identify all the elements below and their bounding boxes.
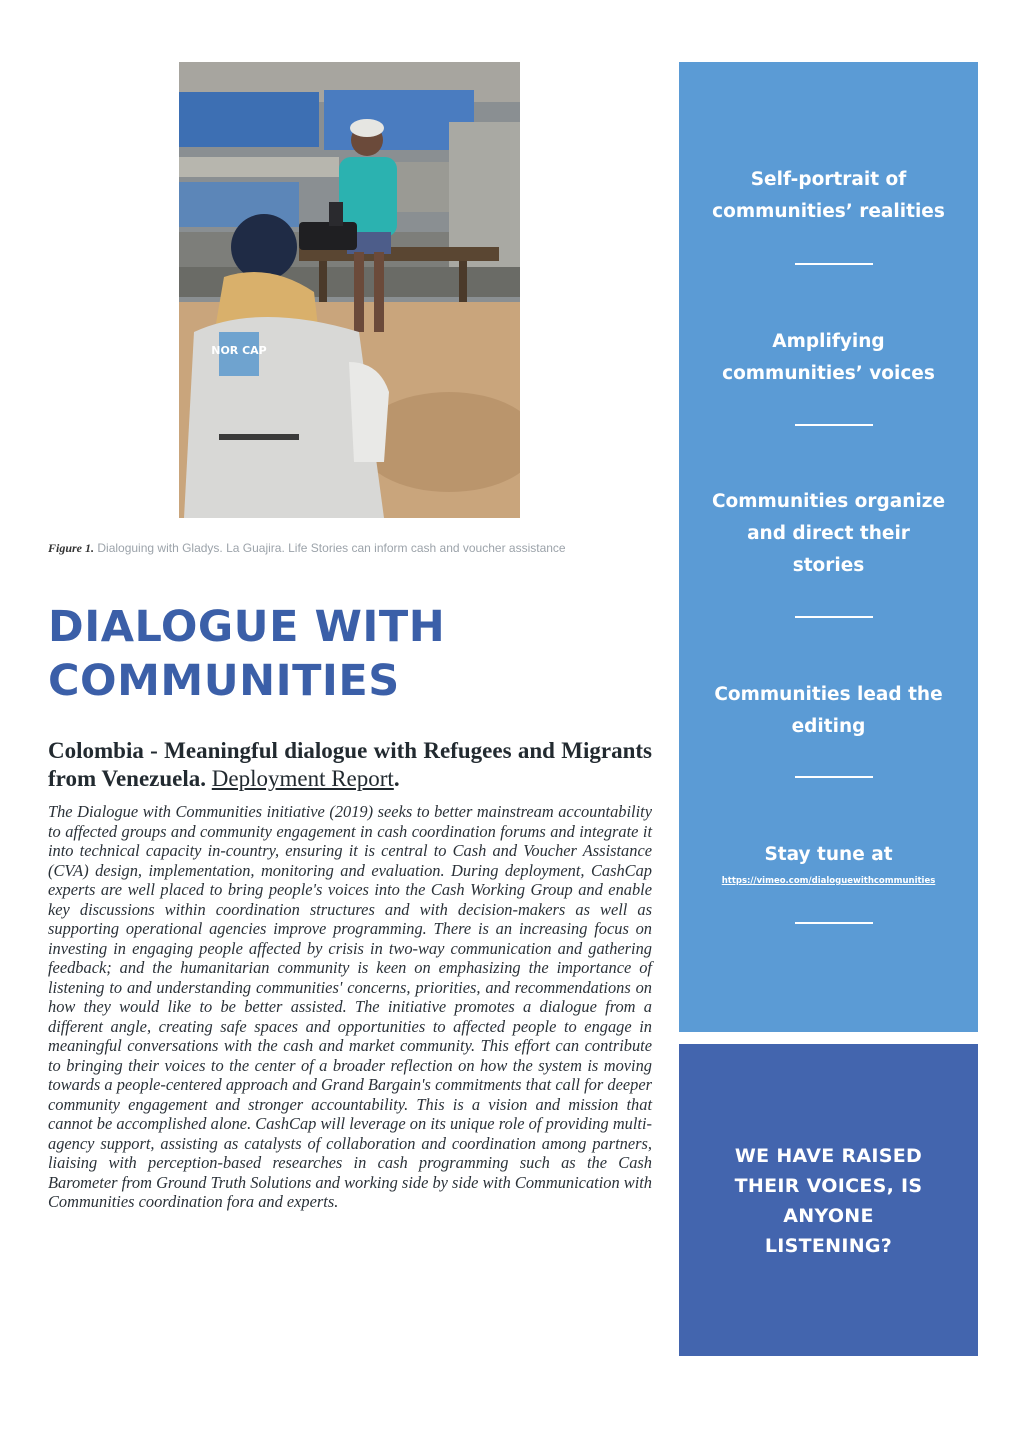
deployment-report-link[interactable]: Deployment Report bbox=[211, 766, 394, 791]
sidebar-item-1-line-1: Self-portrait of bbox=[750, 169, 907, 190]
sidebar-item-3-line-2: and direct their bbox=[747, 523, 910, 544]
vest-logo-text: NOR CAP bbox=[211, 344, 267, 357]
sidebar-item-organize bbox=[679, 486, 978, 582]
callout-text bbox=[679, 1141, 978, 1261]
title-line-1: DIALOGUE WITH bbox=[48, 602, 446, 652]
sidebar-item-self-portrait bbox=[679, 164, 978, 228]
figure-photo bbox=[179, 62, 520, 518]
sidebar-item-3-line-3: stories bbox=[792, 555, 865, 576]
sidebar-item-3-line-1: Communities organize bbox=[711, 491, 946, 512]
sidebar-item-2-line-1: Amplifying bbox=[772, 331, 885, 352]
sidebar-divider bbox=[795, 922, 873, 924]
sidebar-panel bbox=[679, 62, 978, 1032]
subtitle-end: . bbox=[393, 766, 400, 791]
sidebar-item-editing bbox=[679, 679, 978, 743]
subtitle bbox=[48, 737, 652, 793]
title-line-2: COMMUNITIES bbox=[48, 656, 400, 706]
subtitle-main: Colombia - Meaningful dialogue with Refugees and Migrants from Venezuela. bbox=[48, 738, 652, 791]
vimeo-link[interactable]: https://vimeo.com/dialoguewithcommunities bbox=[721, 876, 936, 886]
callout-line-4: LISTENING? bbox=[764, 1235, 893, 1257]
callout-box bbox=[679, 1044, 978, 1356]
sidebar-item-stay-tune: Stay tune at bbox=[764, 844, 893, 865]
page-title bbox=[48, 600, 648, 708]
photo-illustration bbox=[179, 62, 520, 518]
figure-caption bbox=[48, 541, 658, 556]
sidebar-item-amplifying bbox=[679, 326, 978, 390]
sidebar-item-4-line-1: Communities lead the bbox=[714, 684, 943, 705]
callout-line-2: THEIR VOICES, IS bbox=[734, 1175, 923, 1197]
figure-caption-text: Dialoguing with Gladys. La Guajira. Life Stories can inform cash and voucher assistance bbox=[97, 541, 566, 555]
sidebar-divider bbox=[795, 424, 873, 426]
callout-line-1: WE HAVE RAISED bbox=[734, 1145, 923, 1167]
body-paragraph: The Dialogue with Communities initiative (2019) seeks to better mainstream accountability to affected groups and community engagement in cash coordination forums and integrate it into technical capacity in-country, ensuring it is central to Cash and Voucher Assistance (CVA) design, implementation, monitoring and evaluation. During deployment, CashCap experts are well placed to bring people's voices into the Cash Working Group and enable key discussions within coordination structures and with decision-makers as well as supporting operational agencies improve programming. There is an increasing focus on investing in engaging people affected by crisis in two-way communication and gathering feedback; and the humanitarian community is keen on emphasizing the importance of listening to and understanding communities' concerns, priorities, and recommendations on how they would like to be better assisted. The initiative promotes a dialogue from a different angle, creating safe spaces and opportunities to affected people to engage in meaningful conversations with the cash and market community. This effort can contribute to bringing their voices to the center of a broader reflection on how the system is moving towards a people-centered approach and Grand Bargain's commitments that call for deeper community engagement and stronger accountability. This is a vision and mission that cannot be accomplished alone. CashCap will leverage on its unique role of providing multi-agency support, assisting as catalysts of collaboration and coordination among partners, liaising with perception-based researches in cash programming such as the Cash Barometer from Ground Truth Solutions and working side by side with Communication with Communities coordination fora and experts. bbox=[48, 802, 652, 1211]
sidebar-item-1-line-2: communities’ realities bbox=[712, 201, 945, 222]
sidebar-divider bbox=[795, 776, 873, 778]
sidebar-divider bbox=[795, 263, 873, 265]
figure-label: Figure 1. bbox=[48, 541, 95, 555]
sidebar-item-4-line-2: editing bbox=[791, 716, 866, 737]
sidebar-item-2-line-2: communities’ voices bbox=[722, 363, 935, 384]
sidebar-divider bbox=[795, 616, 873, 618]
callout-line-3: ANYONE bbox=[783, 1205, 874, 1227]
